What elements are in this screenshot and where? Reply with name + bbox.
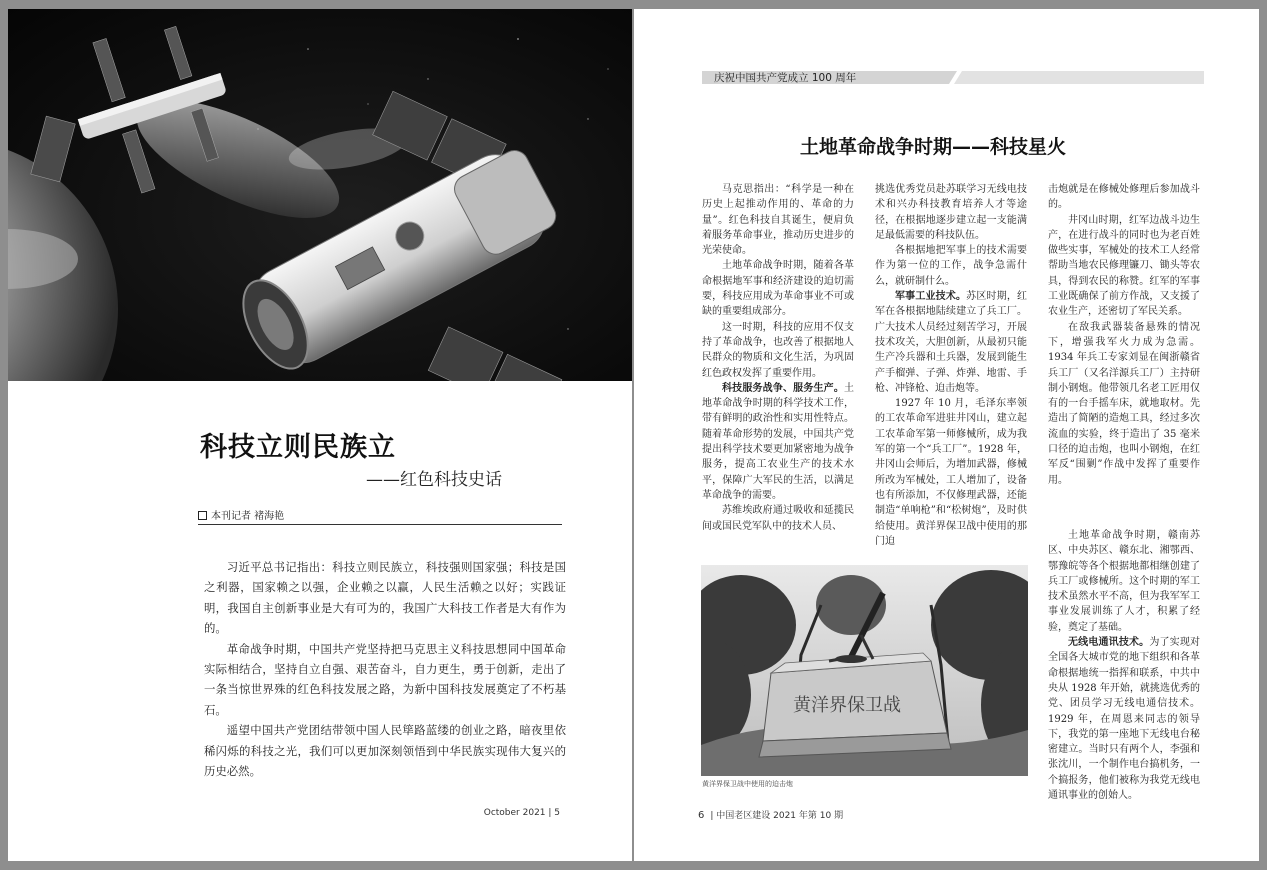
intro-paragraph: 习近平总书记指出：科技立则民族立，科技强则国家强；科技是国之利器，国家赖之以强，企业赖之以赢，人民生活赖之以好；实践证明，我国自主创新事业是大有可为的，我国广大科技工作者是大有作为的。 — [204, 560, 566, 636]
body-paragraph: 击炮就是在修械处修理后参加战斗的。 — [1048, 184, 1200, 211]
page-folio-right — [698, 808, 843, 821]
body-text: 土地革命战争时期的科学技术工作，带有鲜明的政治性和实用性特点。随着革命形势的发展，中国共产党提出科学技术要更加紧密地为战争服务，提高工农业生产的技术水平，保障广大军民的生活，以满足革命战争的需要。 — [702, 382, 854, 501]
left-page — [8, 9, 632, 861]
article-title: 科技立则民族立 — [200, 432, 396, 463]
byline-divider — [198, 524, 562, 525]
body-paragraph — [875, 289, 1027, 396]
body-paragraph: 1927 年 10 月，毛泽东率领的工农革命军进驻井冈山，建立起工农革命军第一师修械所，成为我军的第一个“兵工厂”。1928 年，井冈山会师后，为增加武器，修械所改为军械处，工人增加了，设备也有所添加，不仅修理武器，还能制造“单响枪”和“松树炮”，及时供给使用。黄洋界保卫战中使用的那门迫 — [875, 398, 1027, 547]
right-page — [634, 9, 1259, 861]
body-paragraph: 土地革命战争时期，随着各革命根据地军事和经济建设的迫切需要，科技应用成为革命事业不可或缺的重要组成部分。 — [702, 260, 854, 318]
byline — [198, 507, 284, 522]
page-folio-left: October 2021 | 5 — [483, 808, 560, 818]
body-paragraph — [1048, 635, 1200, 803]
body-paragraph: 在敌我武器装备悬殊的情况下，增强我军火力成为急需。1934 年兵工专家刘显在闽浙赣省兵工厂（又名洋源兵工厂）主持研制小钢炮。他带领几名老工匠用仅有的一台手摇车床，就地取材。先造出了简陋的造炮工具，经过多次流血的实验，终于造出了 35 毫米口径的迫击炮，也叫小钢炮，在红军反“围剿”作战中发挥了重要作用。 — [1048, 321, 1200, 486]
page-number: 6 — [698, 810, 705, 821]
mortar-monument-illustration — [701, 565, 1028, 776]
banner-text: 庆祝中国共产党成立 100 周年 — [714, 72, 857, 84]
body-text: 为了实现对全国各大城市党的地下组织和各革命根据地统一指挥和联系，中共中央从 1928 年开始，就挑选优秀的党、团员学习无线电通信技术。1929 年，在周恩来同志的领导下，我党的第一座地下无线电台秘密建立。当时只有两个人，李强和张沈川，一个制作电台搞机务，一个搞报务，他们被称为我党无线电通讯事业的创始人。 — [1048, 637, 1201, 802]
mortar-monument-photo — [701, 565, 1028, 776]
text-column-3 — [1048, 182, 1200, 488]
square-bullet-icon — [198, 511, 207, 520]
text-column-2 — [875, 182, 1027, 549]
body-paragraph: 各根据地把军事上的技术需要作为第一位的工作，战争急需什么，就研制什么。 — [875, 245, 1027, 287]
monument-inscription: 黄洋界保卫战 — [793, 695, 901, 716]
intro-text — [204, 557, 566, 781]
byline-text: 本刊记者 褚海艳 — [211, 511, 285, 522]
body-paragraph — [702, 381, 854, 503]
body-paragraph: 马克思指出：“科学是一种在历史上起推动作用的、革命的力量”。红色科技自其诞生，便肩负着服务革命事业，推动历史进步的光荣使命。 — [702, 184, 854, 257]
subsection-heading: 科技服务战争、服务生产。 — [722, 382, 844, 394]
body-paragraph: 苏维埃政府通过吸收和延揽民间或国民党军队中的技术人员、 — [702, 505, 854, 532]
text-column-3-lower — [1048, 528, 1200, 803]
space-station-illustration — [8, 9, 632, 381]
photo-caption: 黄洋界保卫战中使用的迫击炮 — [702, 780, 793, 788]
subsection-heading: 无线电通讯技术。 — [1068, 637, 1150, 649]
space-station-photo — [8, 9, 632, 381]
publication-line: | 中国老区建设 2021 年第 10 期 — [710, 811, 844, 821]
article-subtitle: ——红色科技史话 — [366, 470, 502, 490]
body-paragraph: 井冈山时期，红军边战斗边生产，在进行战斗的同时也为老百姓做些实事，军械处的技术工人经常帮助当地农民修理镰刀、锄头等农具，得到农民的称赞。红军的军事工业既确保了前方作战，又支援了农业生产，还密切了军民关系。 — [1048, 214, 1200, 318]
text-column-1 — [702, 182, 854, 534]
body-paragraph: 这一时期，科技的应用不仅支持了革命战争，也改善了根据地人民群众的物质和文化生活，为巩固红色政权发挥了重要作用。 — [702, 321, 854, 379]
subsection-heading: 军事工业技术。 — [895, 291, 967, 303]
body-paragraph: 土地革命战争时期，赣南苏区、中央苏区、赣东北、湘鄂西、鄂豫皖等各个根据地都相继创建了兵工厂或修械所。这个时期的军工技术虽然水平不高，但为我军军工事业发展训练了人才，积累了经验，奠定了基础。 — [1048, 530, 1200, 633]
body-paragraph: 挑选优秀党员赴苏联学习无线电技术和兴办科技教育培养人才等途径，在根据地逐步建立起一支能满足最低需要的科技队伍。 — [875, 184, 1027, 241]
intro-paragraph: 革命战争时期，中国共产党坚持把马克思主义科技思想同中国革命实际相结合，坚持自立自强、艰苦奋斗，自力更生，勇于创新，走出了一条当惊世界殊的红色科技发展之路，为新中国科技发展奠定了不朽基石。 — [204, 641, 566, 717]
intro-paragraph: 遥望中国共产党团结带领中国人民筚路蓝缕的创业之路，暗夜里依稀闪烁的科技之光，我们可以更加深刻领悟到中华民族实现伟大复兴的历史必然。 — [204, 723, 566, 779]
section-title: 土地革命战争时期——科技星火 — [800, 136, 1067, 158]
body-text: 苏区时期，红军在各根据地陆续建立了兵工厂。广大技术人员经过刻苦学习，开展技术攻关，大胆创新，从最初只能生产冷兵器和土兵器，发展到能生产手榴弹、子弹、炸弹、地雷、手枪、冲锋枪、迫击炮等。 — [875, 291, 1028, 394]
